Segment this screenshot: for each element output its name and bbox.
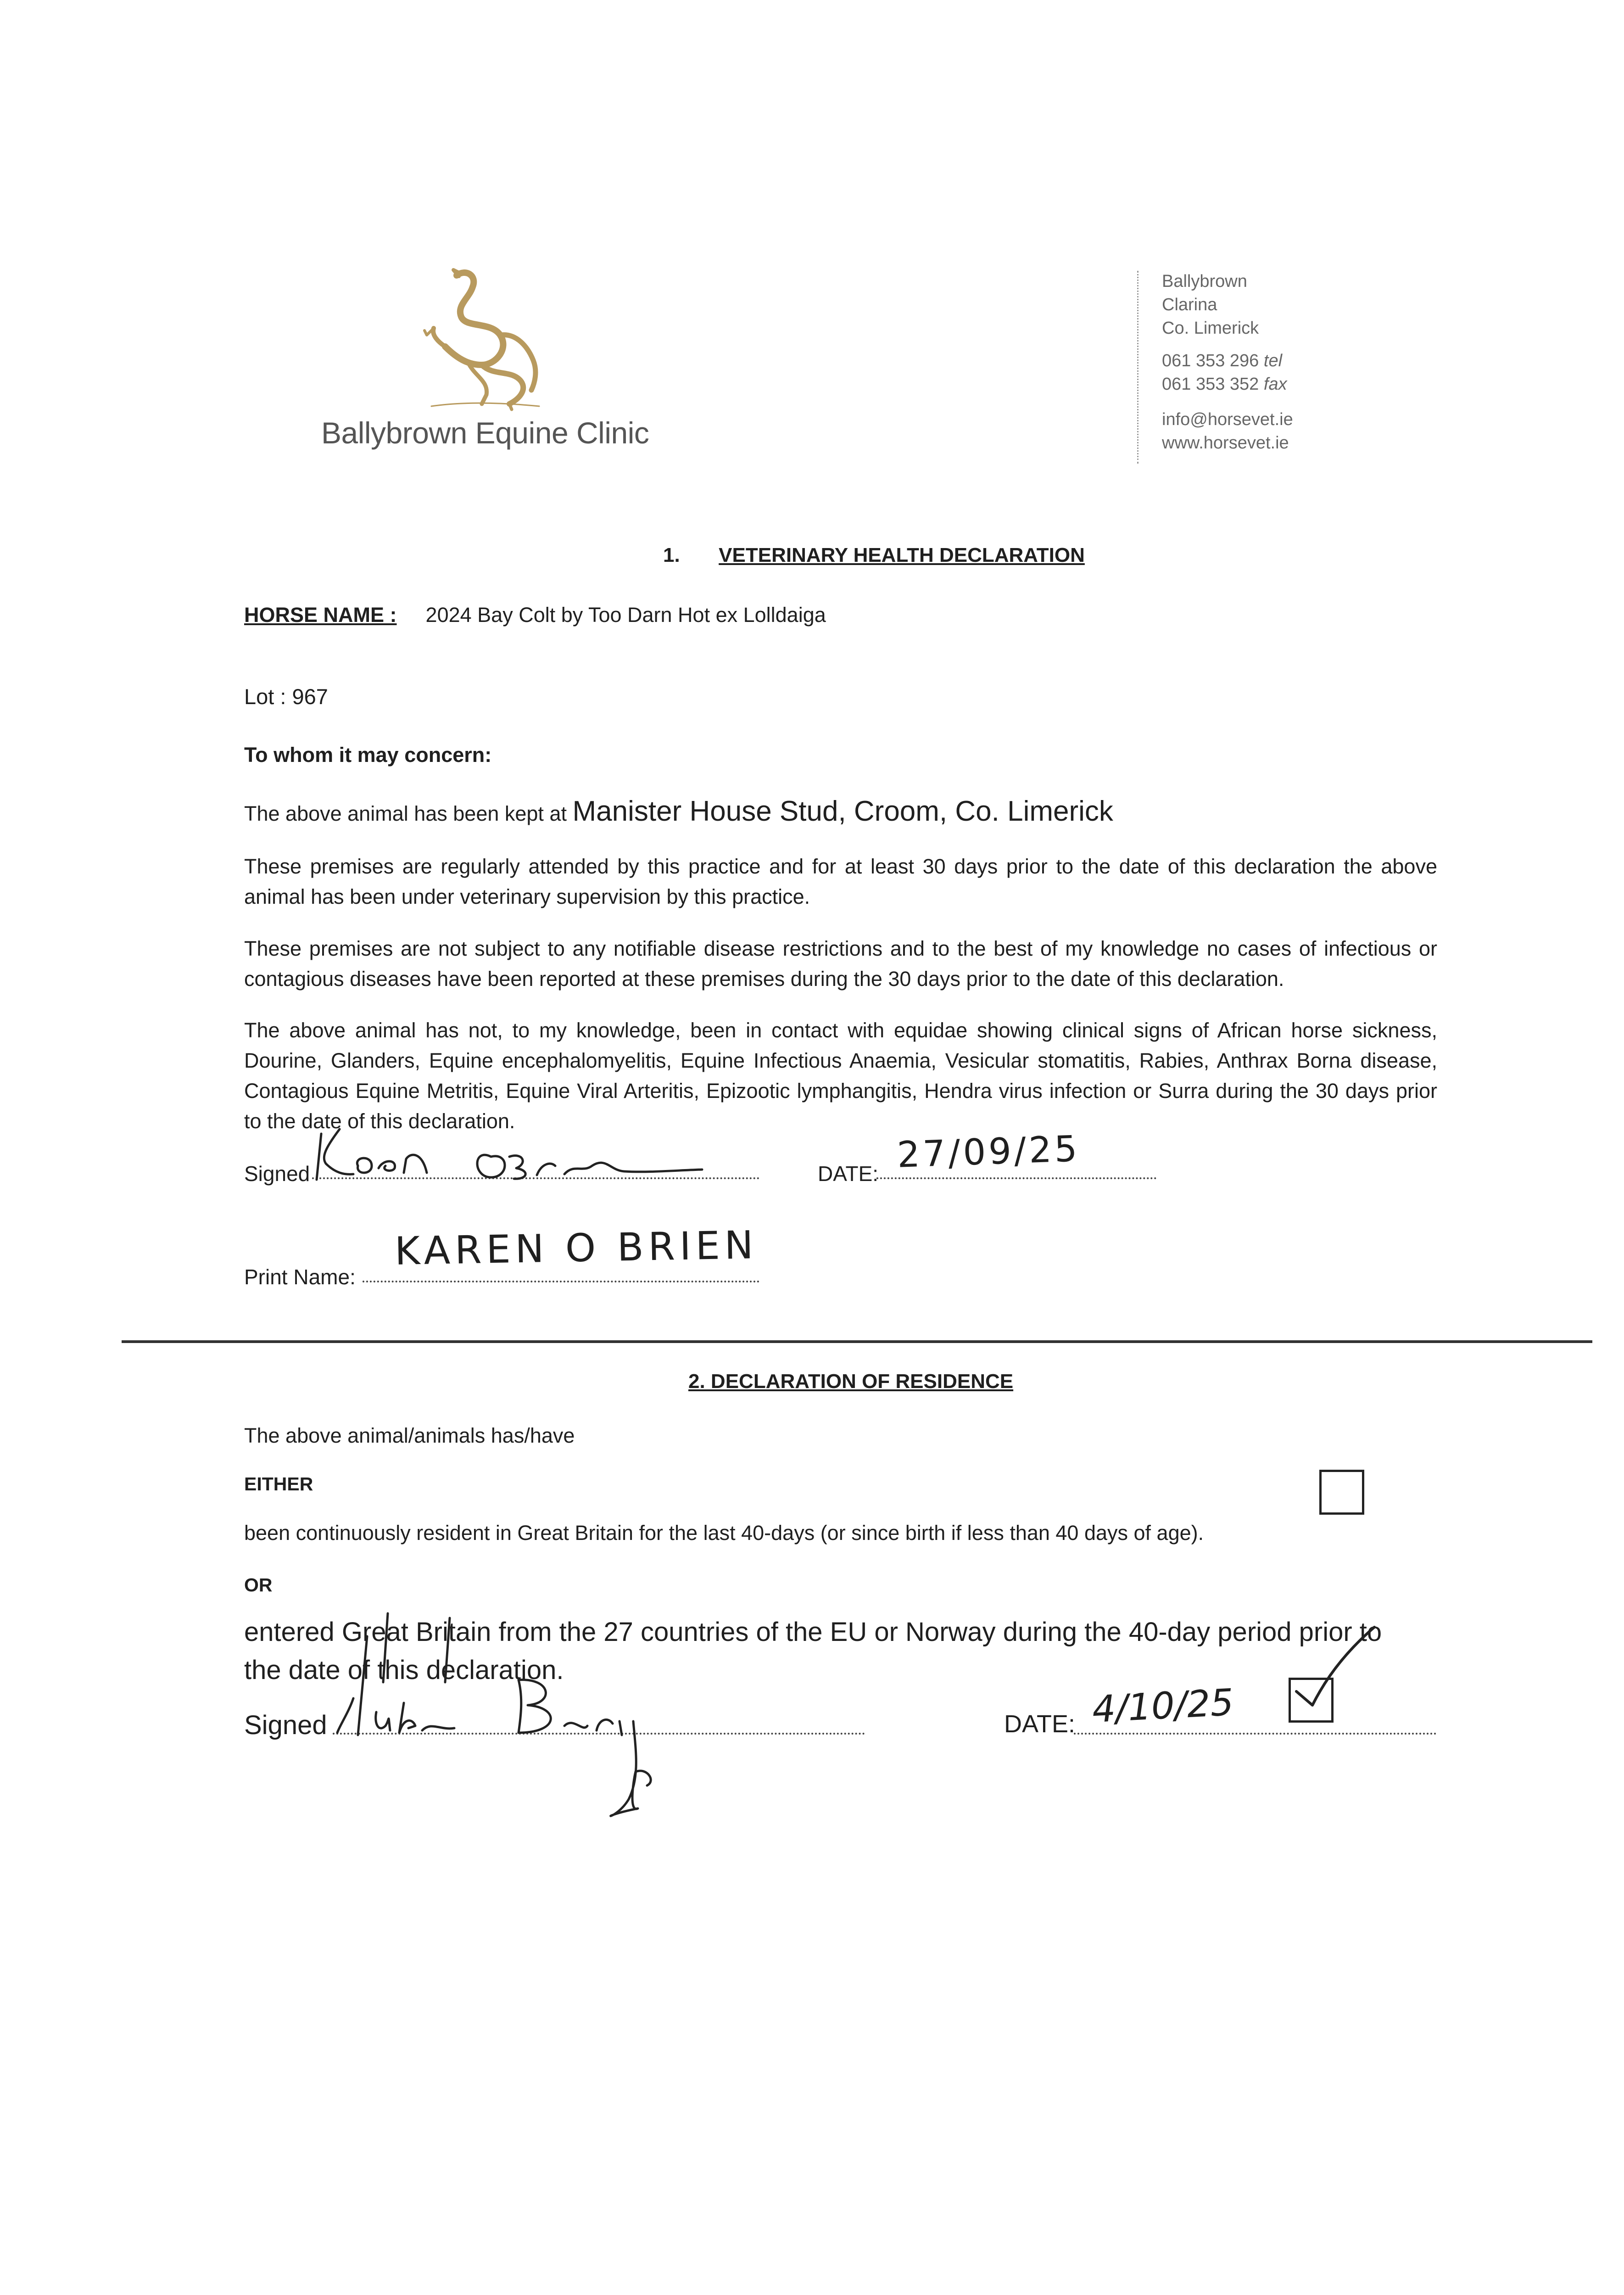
signature-karen-obrien	[307, 1120, 743, 1189]
print-name-line	[363, 1281, 759, 1282]
date-label-1: DATE:	[818, 1162, 879, 1186]
signed-label-2: Signed	[244, 1710, 327, 1740]
print-name-value: KAREN O BRIEN	[394, 1222, 759, 1274]
date-line-2	[1074, 1733, 1436, 1735]
section-2-title: 2. DECLARATION OF RESIDENCE	[688, 1370, 1014, 1393]
kept-at-location: Manister House Stud, Croom, Co. Limerick	[572, 795, 1113, 827]
fax-number: 061 353 352	[1162, 375, 1259, 394]
section-2-heading	[688, 1370, 1013, 1393]
section-1-title: VETERINARY HEALTH DECLARATION	[719, 544, 1085, 566]
either-text: been continuously resident in Great Britain for the last 40-days (or since birth if less than 40 days of age).	[244, 1521, 1204, 1545]
paragraph-contact: The above animal has not, to my knowledge, been in contact with equidae showing clinical signs of African horse sickness, Dourine, Glanders, Equine encephalomyelitis, Equine Infectious Anaemia, Vesicular stomatitis, Rabies, Anthrax Borna disease, Contagious Equine Metritis, Equine Viral Arteritis, Epizootic lymphangitis, Hendra virus infection or Surra during the 30 days prior to the date of this declaration.	[244, 1019, 1437, 1133]
telephone-label: tel	[1263, 351, 1283, 370]
kept-at-prefix: The above animal has been kept at	[244, 802, 567, 825]
lot-number: Lot : 967	[244, 684, 328, 709]
section-divider	[122, 1340, 1592, 1343]
signed-label-1: Signed	[244, 1162, 310, 1186]
address-line-3: Co. Limerick	[1162, 319, 1259, 338]
website-address[interactable]: www.horsevet.ie	[1162, 433, 1289, 453]
paragraph-restrictions: These premises are not subject to any notifiable disease restrictions and to the best of my knowledge no cases of infectious or contagious diseases have been reported at these premises during the 30 days prior to the date of this declaration.	[244, 937, 1437, 991]
checkmark-icon	[1292, 1623, 1379, 1710]
horse-name-value: 2024 Bay Colt by Too Darn Hot ex Lolldaiga	[425, 603, 826, 627]
address-divider	[1137, 271, 1138, 464]
section-1-number: 1.	[663, 544, 680, 566]
email-address[interactable]: info@horsevet.ie	[1162, 410, 1293, 429]
address-line-1: Ballybrown	[1162, 272, 1247, 291]
date-value-2: 4/10/25	[1091, 1680, 1235, 1731]
date-line-1	[876, 1177, 1156, 1179]
horse-name-label: HORSE NAME :	[244, 603, 397, 627]
or-label: OR	[244, 1574, 273, 1595]
or-text-line-2: the date of this declaration.	[244, 1655, 564, 1685]
telephone-line	[1162, 351, 1282, 371]
salutation: To whom it may concern:	[244, 743, 492, 767]
fax-label: fax	[1263, 375, 1287, 394]
clinic-horse-logo	[413, 266, 546, 413]
telephone-number: 061 353 296	[1162, 351, 1259, 370]
either-checkbox[interactable]	[1319, 1470, 1364, 1515]
pen-overstrike-icon	[358, 1613, 587, 1687]
address-line-2: Clarina	[1162, 295, 1217, 314]
print-name-label: Print Name:	[244, 1265, 356, 1289]
residence-intro: The above animal/animals has/have	[244, 1424, 575, 1447]
date-label-2: DATE:	[1004, 1710, 1076, 1738]
kept-at-row	[244, 796, 1113, 829]
date-value-1: 27/09/25	[896, 1128, 1081, 1176]
horse-name-row	[244, 600, 826, 630]
paragraph-attended: These premises are regularly attended by this practice and for at least 30 days prior to the date of this declaration the above animal has been under veterinary supervision by this practice.	[244, 855, 1437, 908]
either-label: EITHER	[244, 1473, 313, 1495]
section-1-heading	[663, 544, 1085, 567]
or-text-line-1: entered Great Britain from the 27 countries of the EU or Norway during the 40-day period prior to	[244, 1617, 1382, 1647]
clinic-name: Ballybrown Equine Clinic	[321, 416, 649, 450]
fax-line	[1162, 375, 1287, 394]
